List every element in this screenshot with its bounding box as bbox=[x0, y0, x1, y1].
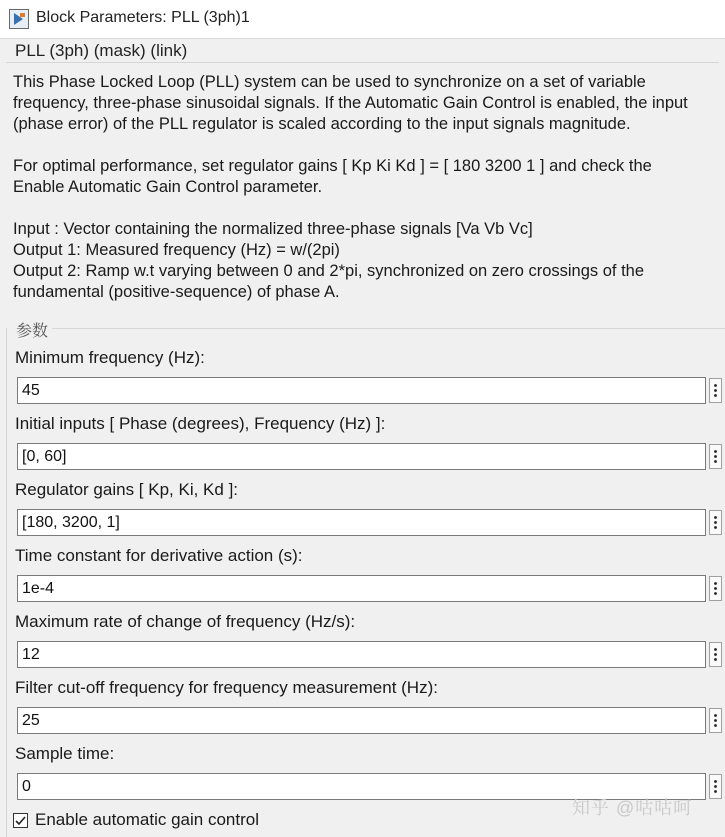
mask-title: PLL (3ph) (mask) (link) bbox=[15, 41, 188, 60]
derivative-time-constant-input[interactable] bbox=[17, 575, 706, 602]
sample-time-label: Sample time: bbox=[15, 744, 115, 763]
description-line: Input : Vector containing the normalized three-phase signals [Va Vb Vc] bbox=[13, 220, 533, 238]
enable-agc-label: Enable automatic gain control bbox=[35, 810, 259, 829]
max-frequency-rate-more-icon[interactable] bbox=[709, 642, 722, 667]
description-line: (phase error) of the PLL regulator is scaled according to the input signals magnitude. bbox=[13, 115, 631, 133]
mask-description bbox=[13, 72, 718, 303]
regulator-gains-more-icon[interactable] bbox=[709, 510, 722, 535]
minimum-frequency-input[interactable] bbox=[17, 377, 706, 404]
parameters-group-label: 参数 bbox=[16, 323, 49, 340]
minimum-frequency-label: Minimum frequency (Hz): bbox=[15, 348, 205, 367]
simulink-block-icon bbox=[9, 9, 29, 29]
initial-inputs-input[interactable] bbox=[17, 443, 706, 470]
description-line: Output 2: Ramp w.t varying between 0 and 2*pi, synchronized on zero crossings of the bbox=[13, 262, 645, 280]
regulator-gains-input[interactable] bbox=[17, 509, 706, 536]
description-line: Output 1: Measured frequency (Hz) = w/(2pi) bbox=[13, 241, 340, 259]
description-line bbox=[13, 198, 718, 219]
sample-time-more-icon[interactable] bbox=[709, 774, 722, 799]
description-line: This Phase Locked Loop (PLL) system can be used to synchronize on a set of variable bbox=[13, 73, 646, 91]
derivative-time-constant-more-icon[interactable] bbox=[709, 576, 722, 601]
filter-cutoff-frequency-input[interactable] bbox=[17, 707, 706, 734]
max-frequency-rate-label: Maximum rate of change of frequency (Hz/s): bbox=[15, 612, 356, 631]
filter-cutoff-frequency-label: Filter cut-off frequency for frequency measurement (Hz): bbox=[15, 678, 438, 697]
filter-cutoff-frequency-more-icon[interactable] bbox=[709, 708, 722, 733]
parameters-divider bbox=[52, 328, 725, 329]
description-line: frequency, three-phase sinusoidal signals. If the Automatic Gain Control is enabled, the input bbox=[13, 94, 688, 112]
description-line bbox=[13, 135, 718, 156]
initial-inputs-more-icon[interactable] bbox=[709, 444, 722, 469]
window-title: Block Parameters: PLL (3ph)1 bbox=[36, 9, 250, 26]
initial-inputs-label: Initial inputs [ Phase (degrees), Frequency (Hz) ]: bbox=[15, 414, 386, 433]
regulator-gains-label: Regulator gains [ Kp, Ki, Kd ]: bbox=[15, 480, 239, 499]
window-titlebar bbox=[0, 0, 725, 39]
description-line: fundamental (positive-sequence) of phase A. bbox=[13, 283, 340, 301]
description-line: Enable Automatic Gain Control parameter. bbox=[13, 178, 323, 196]
derivative-time-constant-label: Time constant for derivative action (s): bbox=[15, 546, 303, 565]
max-frequency-rate-input[interactable] bbox=[17, 641, 706, 668]
watermark-text: 知乎 @咕咕呵 bbox=[572, 798, 693, 818]
checkmark-icon bbox=[14, 814, 27, 827]
description-line: For optimal performance, set regulator gains [ Kp Ki Kd ] = [ 180 3200 1 ] and check the bbox=[13, 157, 652, 175]
minimum-frequency-more-icon[interactable] bbox=[709, 378, 722, 403]
enable-agc-checkbox[interactable] bbox=[13, 813, 28, 828]
